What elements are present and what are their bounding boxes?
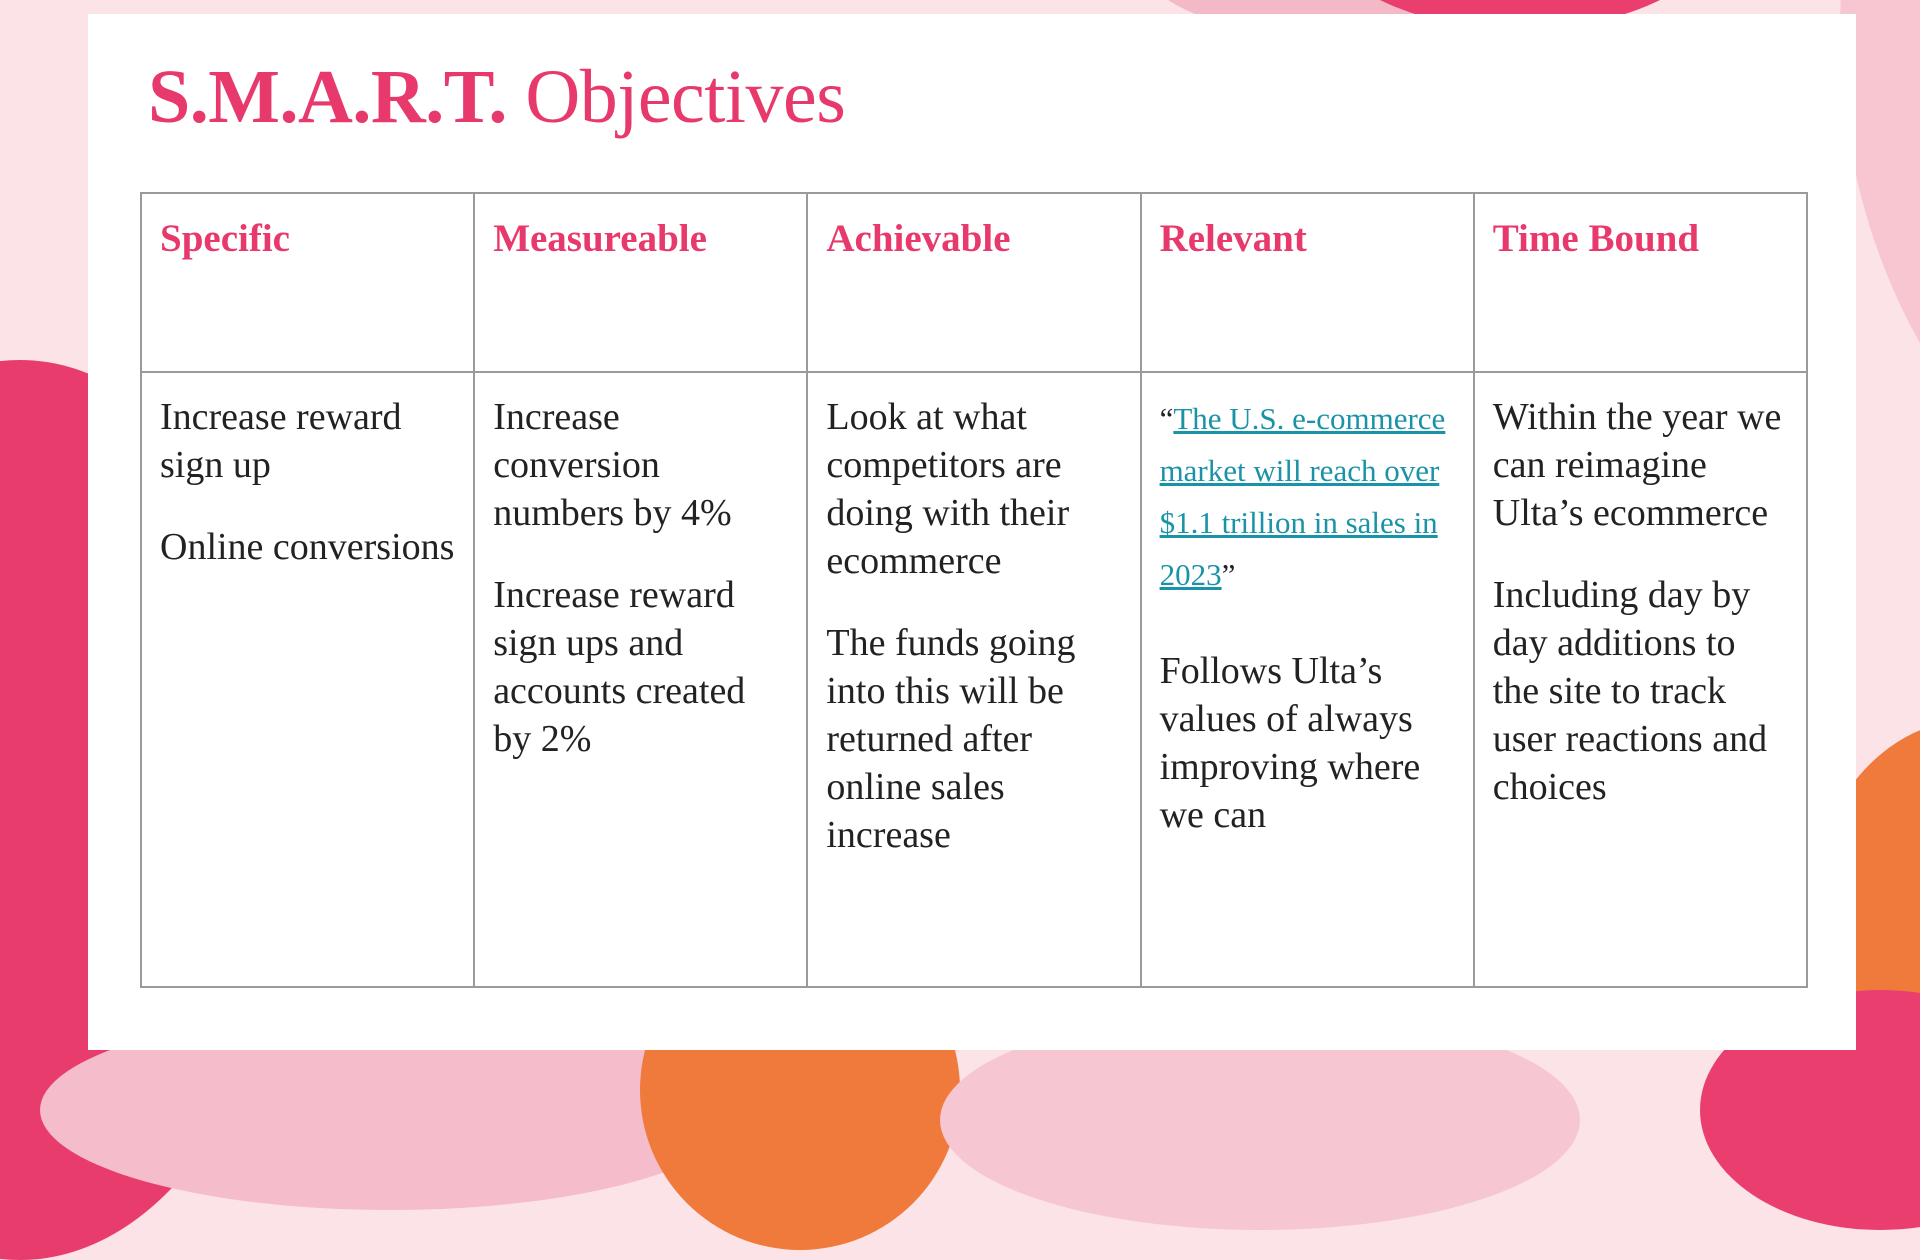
time-bound-text-2: Including day by day additions to the site to track user reactions and choices: [1492, 574, 1768, 808]
time-bound-text-1: Within the year we can reimagine Ulta’s ecommerce: [1492, 396, 1782, 534]
specific-text-2: Online conversions: [160, 526, 455, 568]
achievable-text-2: The funds going into this will be returned after online sales increase: [826, 622, 1076, 856]
slide-title-rest: Objectives: [506, 55, 846, 139]
header-specific: Specific: [141, 193, 474, 372]
header-measureable: Measureable: [474, 193, 807, 372]
smart-table: [140, 192, 1808, 988]
cell-relevant: [1141, 372, 1474, 987]
cell-achievable: [807, 372, 1140, 987]
content-row: [141, 372, 1807, 987]
relevant-text-2: Follows Ulta’s values of always improving where we can: [1159, 650, 1421, 836]
header-relevant: Relevant: [1141, 193, 1474, 372]
cell-specific: [141, 372, 474, 987]
measureable-text-1: Increase conversion numbers by 4%: [493, 396, 732, 534]
ecommerce-stat-link[interactable]: The U.S. e-commerce market will reach over $1.1 trillion in sales in 2023: [1159, 401, 1446, 592]
quote-open-mark: “: [1159, 401, 1174, 436]
header-achievable: Achievable: [807, 193, 1140, 372]
relevant-quote: [1160, 393, 1455, 601]
slide-title: [148, 54, 845, 141]
cell-time-bound: [1474, 372, 1807, 987]
cell-measureable: [474, 372, 807, 987]
specific-text-1: Increase reward sign up: [160, 396, 402, 486]
slide-card: [88, 14, 1856, 1050]
header-row: [141, 193, 1807, 372]
quote-close-mark: ”: [1221, 557, 1236, 592]
header-time-bound: Time Bound: [1474, 193, 1807, 372]
slide-title-bold: S.M.A.R.T.: [148, 55, 507, 139]
achievable-text-1: Look at what competitors are doing with their ecommerce: [826, 396, 1070, 582]
measureable-text-2: Increase reward sign ups and accounts created by 2%: [493, 574, 746, 760]
